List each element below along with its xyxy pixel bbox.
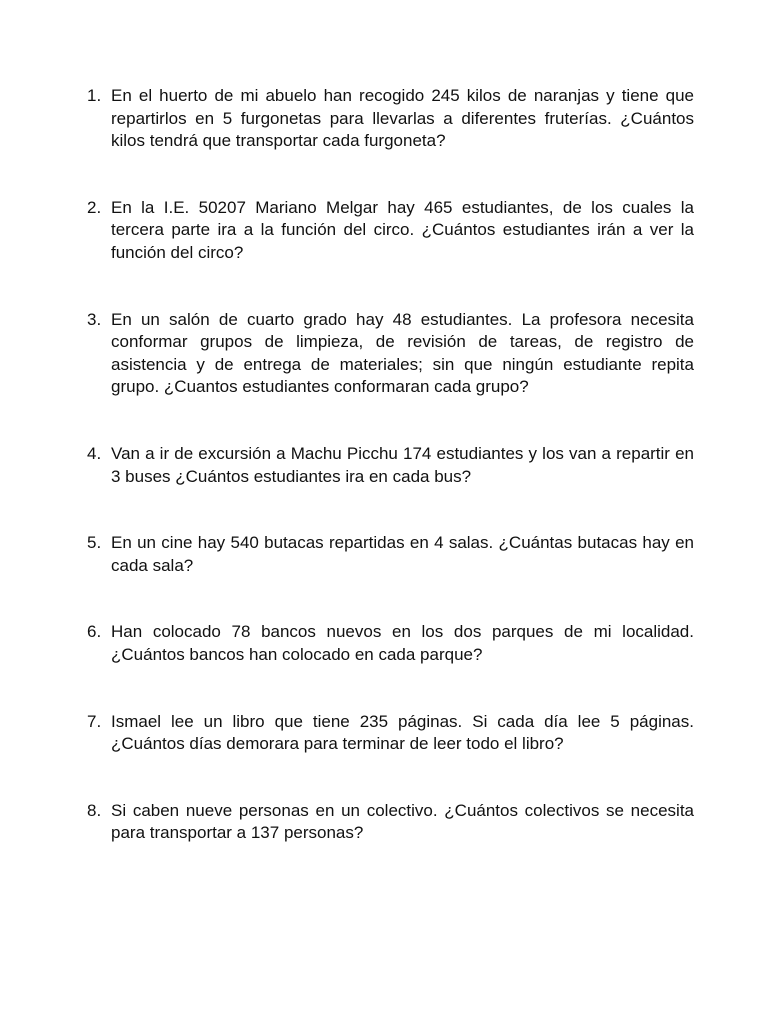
problem-item-3 <box>80 309 694 399</box>
problem-list <box>80 85 694 889</box>
problem-item-1 <box>80 85 694 153</box>
problem-text: En un cine hay 540 butacas repartidas en 4 salas. ¿Cuántas butacas hay en cada sala? <box>111 533 694 575</box>
problem-text: En un salón de cuarto grado hay 48 estudiantes. La profesora necesita conformar grupos de limpieza, de revisión de tareas, de registro de asistencia y de entrega de materiales; sin que ningún estudiante repita grupo. ¿Cuantos estudiantes conformaran cada grupo? <box>111 309 694 397</box>
problem-text: Van a ir de excursión a Machu Picchu 174 estudiantes y los van a repartir en 3 buses ¿Cuántos estudiantes ira en cada bus? <box>111 443 694 486</box>
problem-text: En el huerto de mi abuelo han recogido 245 kilos de naranjas y tiene que repartirlos en 5 furgonetas para llevarlas a diferentes fruterías. ¿Cuántos kilos tendrá que transportar cada furgoneta? <box>111 86 694 151</box>
problem-text: En la I.E. 50207 Mariano Melgar hay 465 estudiantes, de los cuales la tercera parte ira a la función del circo. ¿Cuántos estudiantes irán a ver la función del circo? <box>111 197 694 262</box>
problem-number: 7. <box>87 711 102 731</box>
problem-item-5 <box>80 532 694 577</box>
problem-number: 6. <box>87 622 102 642</box>
problem-number: 4. <box>87 443 102 463</box>
problem-item-4 <box>80 443 694 488</box>
problem-item-2 <box>80 197 694 265</box>
problem-number: 2. <box>87 197 102 217</box>
problem-text: Si caben nueve personas en un colectivo. ¿Cuántos colectivos se necesita para transportar a 137 personas? <box>111 800 694 843</box>
problem-number: 1. <box>87 86 102 105</box>
problem-number: 3. <box>87 309 102 329</box>
problem-item-8 <box>80 800 694 845</box>
problem-item-6 <box>80 621 694 666</box>
problem-text: Ismael lee un libro que tiene 235 páginas. Si cada día lee 5 páginas. ¿Cuántos días demorara para terminar de leer todo el libro? <box>111 711 694 754</box>
problem-text: Han colocado 78 bancos nuevos en los dos parques de mi localidad. ¿Cuántos bancos han colocado en cada parque? <box>111 622 694 664</box>
problem-item-7 <box>80 711 694 756</box>
problem-number: 5. <box>87 533 102 553</box>
problem-number: 8. <box>87 800 102 820</box>
